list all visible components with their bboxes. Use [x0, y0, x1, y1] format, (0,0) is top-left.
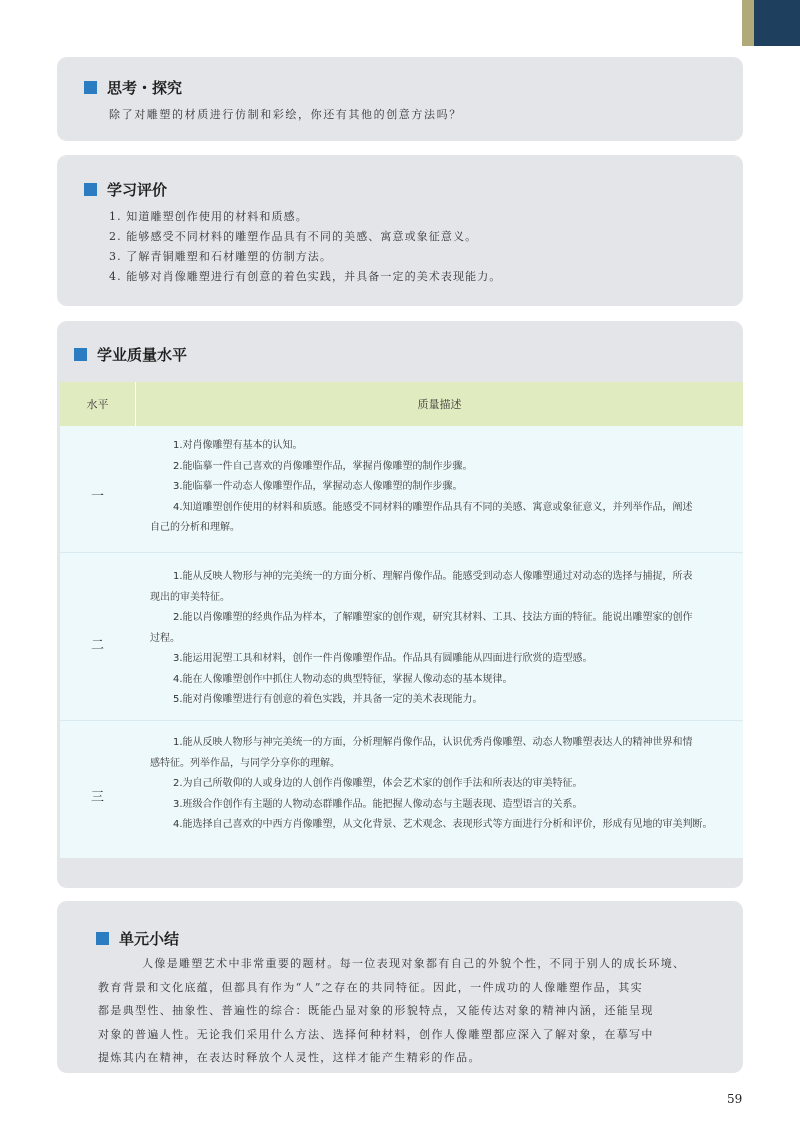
description-line: 2.能临摹一件自己喜欢的肖像雕塑作品，掌握肖像雕塑的制作步骤。	[173, 460, 473, 472]
description-line: 5.能对肖像雕塑进行有创意的着色实践，并具备一定的美术表现能力。	[173, 694, 483, 705]
description-line: 1.能从反映人物形与神完美统一的方面，分析理解肖像作品，认识优秀肖像雕塑、动态人物雕塑表达人的精神世界和情	[173, 737, 693, 748]
description-line: 4.知道雕塑创作使用的材料和质感。能感受不同材料的雕塑作品具有不同的美感、寓意或象征意义，并列举作品，阐述	[173, 501, 693, 513]
description-line: 2.为自己所敬仰的人或身边的人创作肖像雕塑，体会艺术家的创作手法和所表达的审美特征。	[173, 778, 583, 789]
summary-line: 对象的普遍人性。无论我们采用什么方法、选择何种材料，创作人像雕塑都应深入了解对象，在摹写中	[98, 1027, 654, 1041]
summary-line: 教育背景和文化底蕴，但都具有作为“人”之存在的共同特征。因此，一件成功的人像雕塑作品，其实	[98, 980, 643, 994]
section-square-icon	[84, 81, 97, 94]
evaluation-item: 2. 能够感受不同材料的雕塑作品具有不同的美感、寓意或象征意义。	[109, 230, 478, 243]
quality-table-header	[60, 382, 743, 426]
description-line: 4.能在人像雕塑创作中抓住人物动态的典型特征，掌握人像动态的基本规律。	[173, 673, 513, 685]
quality-row-level-1	[60, 426, 743, 552]
description-line: 4.能选择自己喜欢的中西方肖像雕塑，从文化背景、艺术观念、表现形式等方面进行分析和评价，形成有见地的审美判断。	[173, 819, 713, 830]
description-line: 感特征。列举作品，与同学分享你的理解。	[150, 757, 340, 769]
unit-summary-title: 单元小结	[119, 930, 180, 948]
evaluation-list	[109, 207, 501, 287]
level-cell: 二	[90, 638, 104, 653]
level-cell: 三	[90, 790, 104, 805]
corner-decoration-navy	[754, 0, 800, 46]
unit-summary-text	[98, 952, 712, 1070]
description-cell	[135, 436, 743, 552]
evaluation-item: 3. 了解青铜雕塑和石材雕塑的仿制方法。	[109, 250, 332, 263]
description-line: 2.能以肖像雕塑的经典作品为样本，了解雕塑家的创作观，研究其材料、工具、技法方面的特征。能说出雕塑家的创作	[173, 612, 693, 623]
academic-quality-title: 学业质量水平	[97, 346, 188, 364]
unit-summary-panel	[57, 901, 743, 1073]
think-explore-panel	[57, 57, 743, 141]
page-number: 59	[727, 1092, 743, 1106]
evaluation-item: 4. 能够对肖像雕塑进行有创意的着色实践，并具备一定的美术表现能力。	[109, 270, 502, 283]
summary-line: 人像是雕塑艺术中非常重要的题材。每一位表现对象都有自己的外貌个性，不同于别人的成长环境、	[142, 957, 686, 970]
description-line: 3.能临摹一件动态人像雕塑作品，掌握动态人像雕塑的制作步骤。	[173, 481, 463, 492]
quality-row-level-3	[60, 720, 743, 858]
quality-row-level-2	[60, 552, 743, 720]
think-explore-title: 思考・探究	[107, 79, 183, 97]
think-explore-heading	[84, 77, 182, 98]
description-line: 3.能运用泥塑工具和材料，创作一件肖像雕塑作品。作品具有圆雕能从四面进行欣赏的造型感。	[173, 653, 593, 664]
think-explore-question: 除了对雕塑的材质进行仿制和彩绘，你还有其他的创意方法吗？	[109, 108, 462, 121]
level-cell: 一	[90, 488, 104, 504]
description-column-header: 质量描述	[417, 398, 462, 411]
section-square-icon	[96, 932, 109, 945]
level-column-header: 水平	[86, 398, 109, 411]
unit-summary-heading	[96, 928, 179, 949]
learning-evaluation-heading	[84, 179, 167, 200]
evaluation-item: 1. 知道雕塑创作使用的材料和质感。	[109, 210, 308, 223]
academic-quality-panel	[57, 321, 743, 888]
learning-evaluation-title: 学习评价	[107, 181, 168, 199]
description-line: 现出的审美特征。	[150, 591, 230, 603]
description-line: 1.能从反映人物形与神的完美统一的方面分析、理解肖像作品。能感受到动态人像雕塑通过对动态的选择与捕捉，所表	[173, 571, 693, 582]
description-line: 自己的分析和理解。	[150, 522, 240, 533]
section-square-icon	[74, 348, 87, 361]
description-line: 3.班级合作创作有主题的人物动态群雕作品。能把握人像动态与主题表现、造型语言的关系。	[173, 798, 583, 810]
description-cell	[135, 733, 743, 858]
quality-table	[60, 382, 743, 858]
description-line: 过程。	[150, 632, 180, 644]
summary-line: 都是典型性、抽象性、普遍性的综合：既能凸显对象的形貌特点，又能传达对象的精神内涵，还能呈现	[98, 1004, 654, 1018]
section-square-icon	[84, 183, 97, 196]
learning-evaluation-panel	[57, 155, 743, 306]
corner-decoration-olive	[742, 0, 754, 46]
academic-quality-heading	[74, 344, 187, 365]
summary-line: 提炼其内在精神，在表达时释放个人灵性，这样才能产生精彩的作品。	[98, 1051, 481, 1065]
description-line: 1.对肖像雕塑有基本的认知。	[173, 440, 303, 451]
description-cell	[135, 567, 743, 720]
